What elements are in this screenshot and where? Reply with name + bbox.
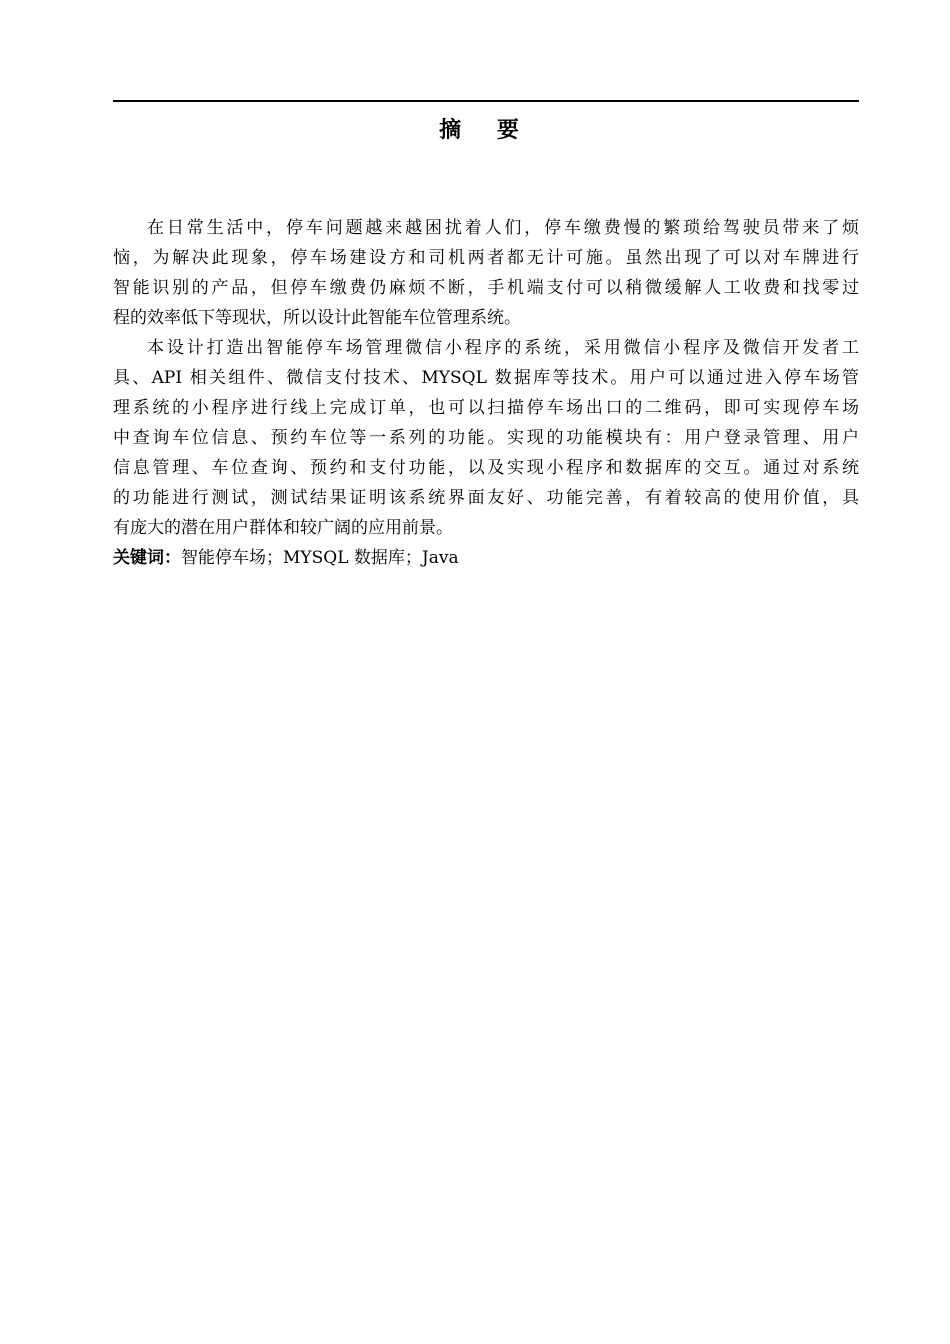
abstract-title: 摘 要 (439, 118, 533, 143)
keywords-line (113, 543, 859, 573)
keywords-text: 智能停车场；MYSQL 数据库；Java (181, 548, 459, 568)
paragraph-line: 的功能进行测试，测试结果证明该系统界面友好、功能完善，有着较高的使用价值，具 (113, 488, 859, 508)
paragraph-line: 中查询车位信息、预约车位等一系列的功能。实现的功能模块有：用户登录管理、用户 (113, 428, 859, 448)
header-rule (113, 100, 859, 102)
paragraph-line: 本设计打造出智能停车场管理微信小程序的系统，采用微信小程序及微信开发者工 (147, 338, 859, 358)
abstract-paragraph-1 (113, 213, 859, 333)
paragraph-line: 理系统的小程序进行线上完成订单，也可以扫描停车场出口的二维码，即可实现停车场 (113, 398, 859, 418)
paragraph-line: 在日常生活中，停车问题越来越困扰着人们，停车缴费慢的繁琐给驾驶员带来了烦 (147, 218, 859, 238)
keywords-label: 关键词： (113, 548, 181, 568)
paragraph-line: 具、API 相关组件、微信支付技术、MYSQL 数据库等技术。用户可以通过进入停车场管 (113, 368, 859, 388)
paragraph-line: 程的效率低下等现状，所以设计此智能车位管理系统。 (113, 308, 521, 328)
paragraph-line: 有庞大的潜在用户群体和较广阔的应用前景。 (113, 518, 453, 538)
paragraph-line: 恼，为解决此现象，停车场建设方和司机两者都无计可施。虽然出现了可以对车牌进行 (113, 248, 859, 268)
abstract-body (113, 213, 859, 573)
abstract-paragraph-2 (113, 333, 859, 543)
paragraph-line: 智能识别的产品，但停车缴费仍麻烦不断，手机端支付可以稍微缓解人工收费和找零过 (113, 278, 859, 298)
paragraph-line: 信息管理、车位查询、预约和支付功能，以及实现小程序和数据库的交互。通过对系统 (113, 458, 859, 478)
